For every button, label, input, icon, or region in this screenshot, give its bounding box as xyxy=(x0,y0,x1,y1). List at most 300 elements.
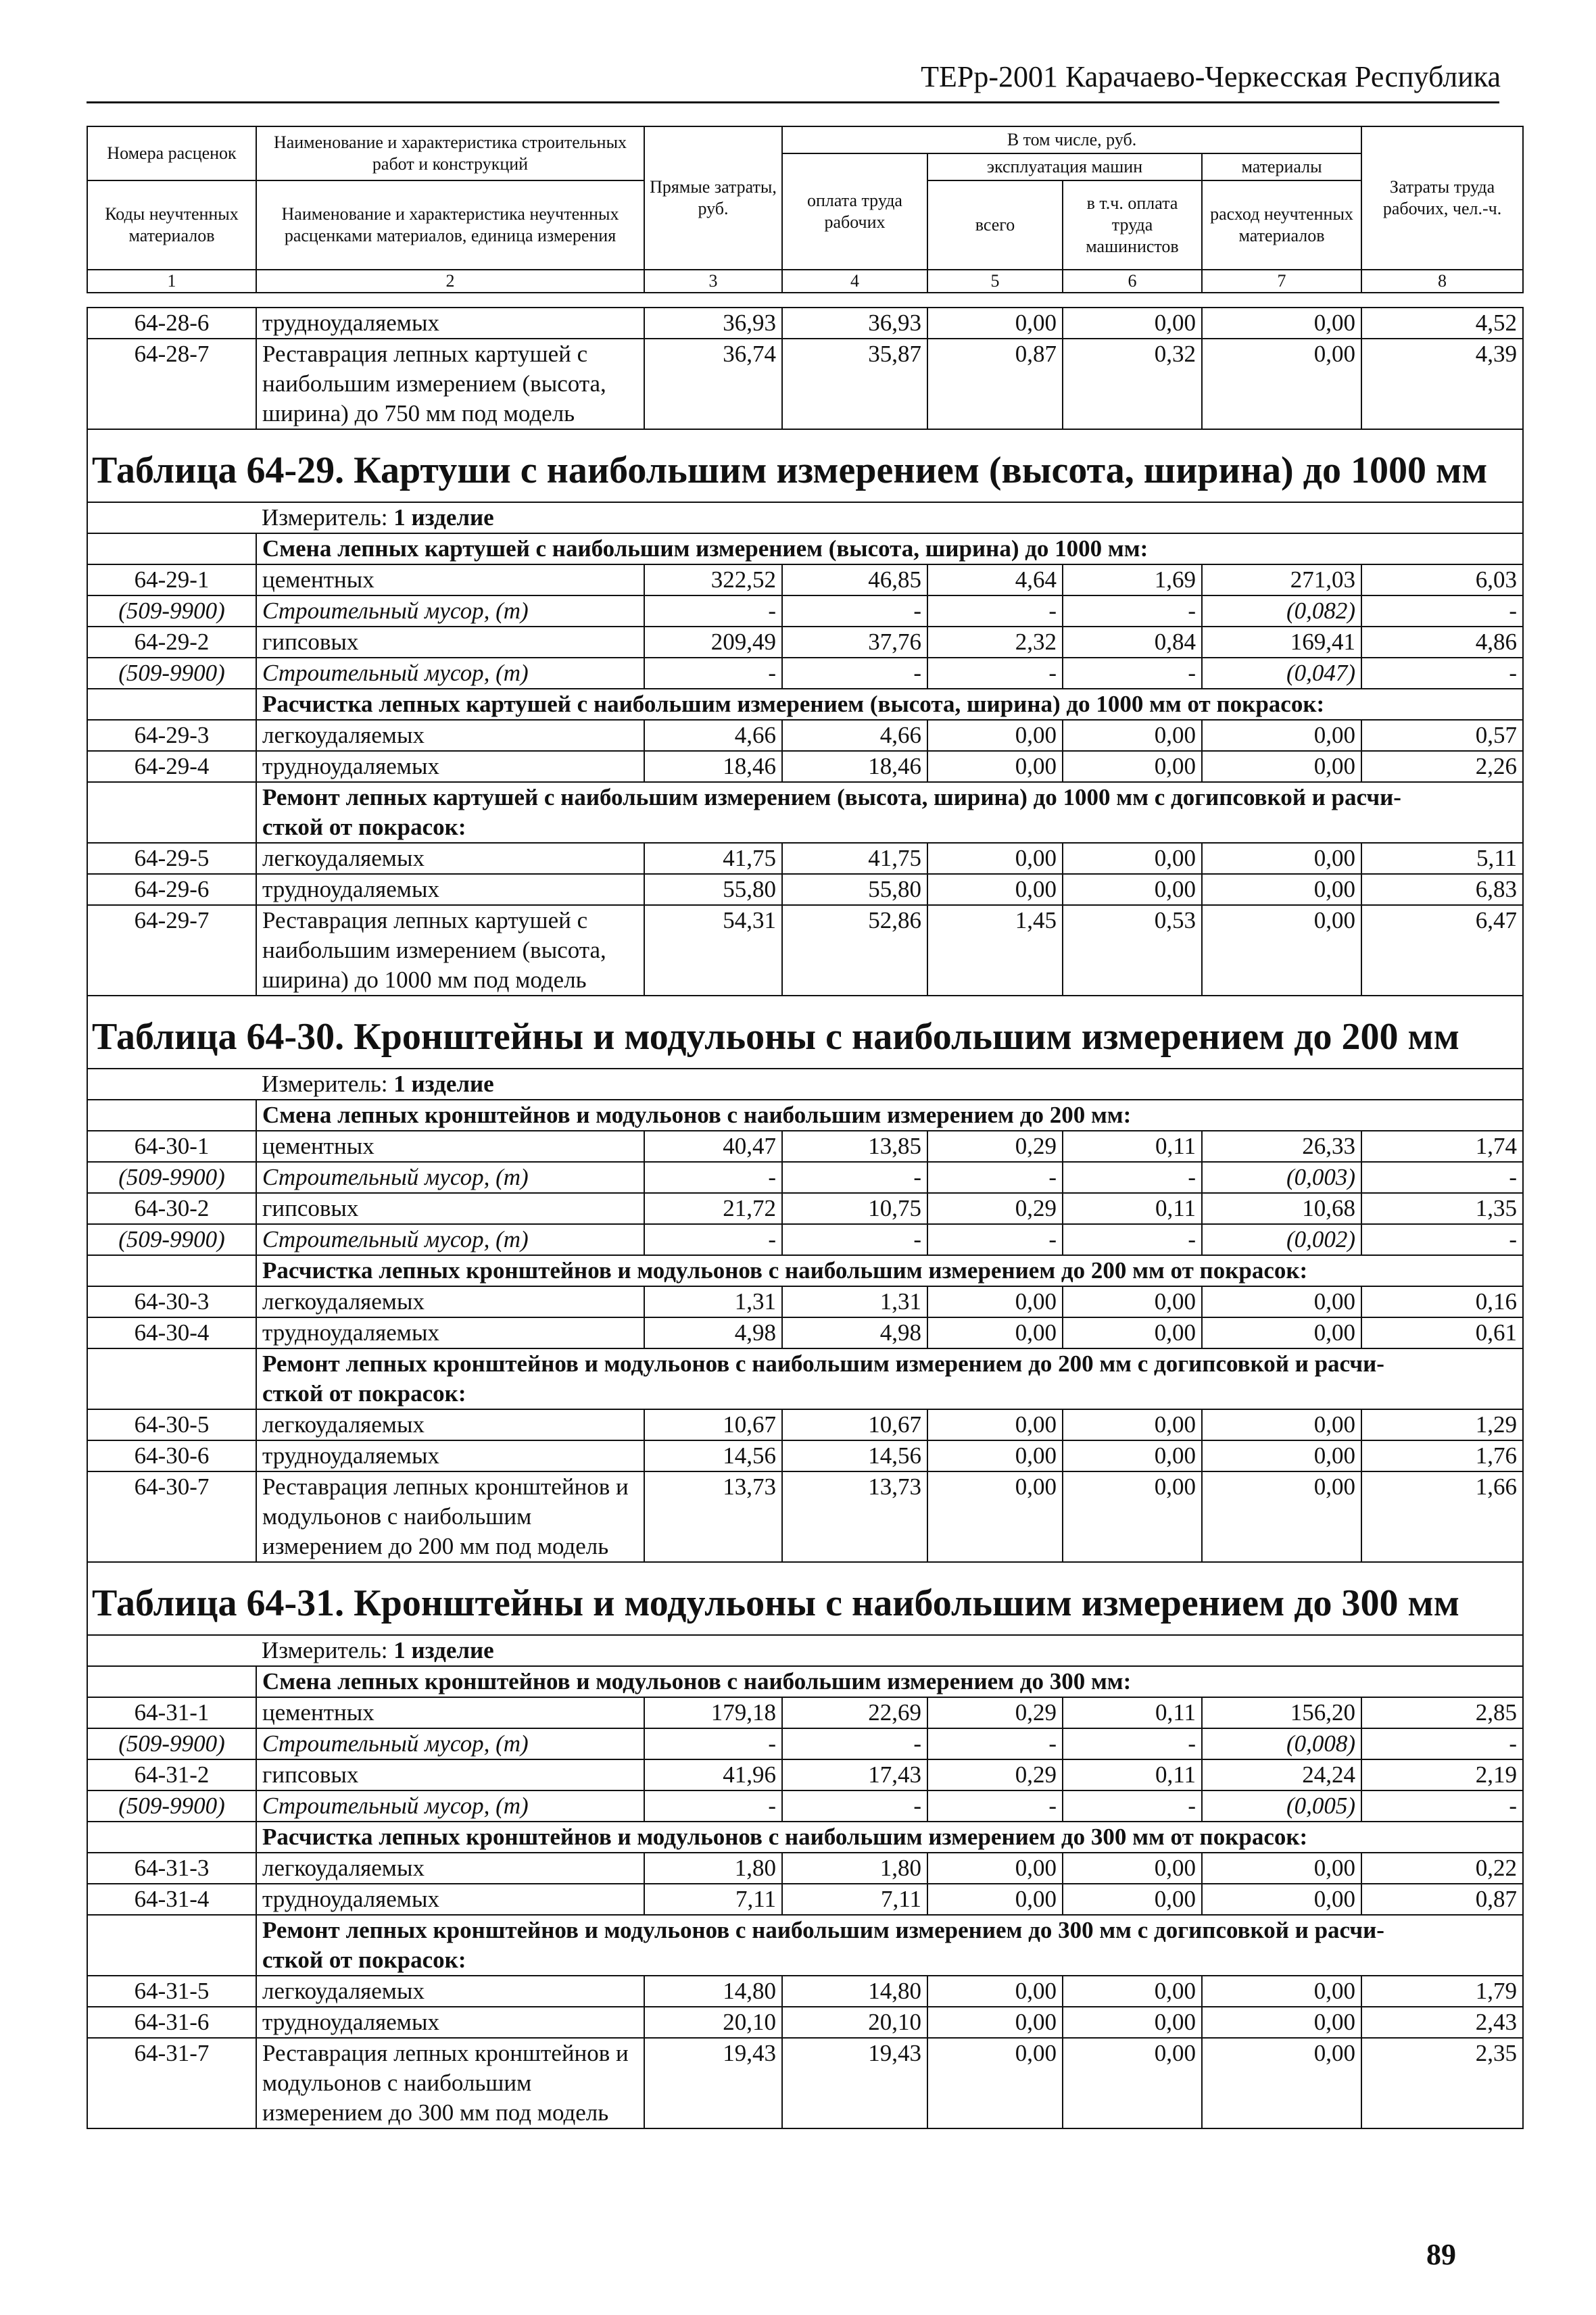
direct-costs: - xyxy=(644,1224,782,1255)
machines-total: - xyxy=(927,595,1063,627)
direct-costs: 21,72 xyxy=(644,1193,782,1224)
work-name: цементных xyxy=(256,1131,644,1162)
labor-costs: 2,19 xyxy=(1361,1759,1523,1790)
table-row xyxy=(87,1131,1523,1162)
worker-pay: - xyxy=(782,658,927,689)
worker-pay: - xyxy=(782,1162,927,1193)
rate-code: 64-31-3 xyxy=(87,1853,256,1884)
work-name: легкоудаляемых xyxy=(256,1286,644,1317)
materials: 0,00 xyxy=(1202,905,1361,996)
worker-pay: 1,31 xyxy=(782,1286,927,1317)
group-heading-line: Ремонт лепных кронштейнов и модульонов с наибольшим измерением до 200 мм с догипсовкой и расчи- xyxy=(262,1350,1384,1377)
work-name: гипсовых xyxy=(256,1193,644,1224)
materials: 0,00 xyxy=(1202,751,1361,782)
machinist-pay: - xyxy=(1063,1790,1202,1822)
direct-costs: 19,43 xyxy=(644,2038,782,2128)
material-name: Строительный мусор, (т) xyxy=(256,1790,644,1822)
table-row xyxy=(87,2038,1523,2128)
machines-total: 0,00 xyxy=(927,720,1063,751)
direct-costs: 179,18 xyxy=(644,1697,782,1728)
worker-pay: 17,43 xyxy=(782,1759,927,1790)
work-name: легкоудаляемых xyxy=(256,1976,644,2007)
header-work-name: Наименование и характеристика строительных работ и конструкций xyxy=(256,126,644,180)
work-name: трудноудаляемых xyxy=(256,874,644,905)
work-name: гипсовых xyxy=(256,1759,644,1790)
materials: 0,00 xyxy=(1202,1286,1361,1317)
group-heading: Смена лепных кронштейнов и модульонов с наибольшим измерением до 200 мм: xyxy=(256,1100,1523,1131)
column-header-table xyxy=(87,126,1524,293)
machinist-pay: - xyxy=(1063,1728,1202,1759)
header-including: В том числе, руб. xyxy=(782,126,1361,153)
materials: 271,03 xyxy=(1202,564,1361,595)
worker-pay: 14,56 xyxy=(782,1440,927,1471)
header-direct-costs: Прямые затраты, руб. xyxy=(644,126,782,270)
materials: 0,00 xyxy=(1202,843,1361,874)
worker-pay: 10,75 xyxy=(782,1193,927,1224)
machines-total: 0,29 xyxy=(927,1697,1063,1728)
group-heading-line: Ремонт лепных кронштейнов и модульонов с наибольшим измерением до 300 мм с догипсовкой и расчи- xyxy=(262,1917,1384,1943)
meter-line xyxy=(256,502,1523,533)
direct-costs: - xyxy=(644,1790,782,1822)
material-name: Строительный мусор, (т) xyxy=(256,595,644,627)
machinist-pay: 0,00 xyxy=(1063,1409,1202,1440)
direct-costs: 13,73 xyxy=(644,1471,782,1562)
table-64-31-title: Таблица 64-31. Кронштейны и модульоны с наибольшим измерением до 300 мм xyxy=(87,1562,1523,1635)
work-name: цементных xyxy=(256,1697,644,1728)
column-number: 8 xyxy=(1361,270,1523,293)
material-name: Строительный мусор, (т) xyxy=(256,1162,644,1193)
table-row xyxy=(87,1317,1523,1348)
labor-costs: 6,83 xyxy=(1361,874,1523,905)
table-row xyxy=(87,751,1523,782)
machines-total: 0,00 xyxy=(927,1976,1063,2007)
worker-pay: - xyxy=(782,595,927,627)
header-rate-numbers: Номера расценок xyxy=(87,126,256,180)
labor-costs: 2,85 xyxy=(1361,1697,1523,1728)
machines-total: 0,87 xyxy=(927,339,1063,429)
labor-costs: 0,22 xyxy=(1361,1853,1523,1884)
rate-code: 64-30-6 xyxy=(87,1440,256,1471)
header-material-codes: Коды неучтенных материалов xyxy=(87,180,256,270)
material-code: (509-9900) xyxy=(87,1790,256,1822)
rate-code: 64-31-5 xyxy=(87,1976,256,2007)
group-heading: Расчистка лепных кронштейнов и модульонов с наибольшим измерением до 300 мм от покрасок: xyxy=(256,1822,1523,1853)
materials: (0,082) xyxy=(1202,595,1361,627)
materials: 0,00 xyxy=(1202,339,1361,429)
meter-unit: 1 изделие xyxy=(393,1071,494,1097)
header-labor-costs: Затраты труда рабочих, чел.-ч. xyxy=(1361,126,1523,270)
table-row xyxy=(87,627,1523,658)
machinist-pay: 0,00 xyxy=(1063,2038,1202,2128)
materials: 24,24 xyxy=(1202,1759,1361,1790)
machines-total: 0,00 xyxy=(927,2038,1063,2128)
material-row xyxy=(87,1224,1523,1255)
machinist-pay: - xyxy=(1063,658,1202,689)
labor-costs: 1,79 xyxy=(1361,1976,1523,2007)
direct-costs: 7,11 xyxy=(644,1884,782,1915)
machinist-pay: 0,00 xyxy=(1063,1884,1202,1915)
machinist-pay: 0,00 xyxy=(1063,1976,1202,2007)
machinist-pay: 0,00 xyxy=(1063,1853,1202,1884)
direct-costs: 18,46 xyxy=(644,751,782,782)
material-row xyxy=(87,1728,1523,1759)
material-row xyxy=(87,658,1523,689)
table-row xyxy=(87,1193,1523,1224)
meter-line xyxy=(256,1635,1523,1666)
machines-total: 0,00 xyxy=(927,2007,1063,2038)
labor-costs: 5,11 xyxy=(1361,843,1523,874)
direct-costs: 20,10 xyxy=(644,2007,782,2038)
table-row xyxy=(87,1471,1523,1562)
rate-code: 64-30-3 xyxy=(87,1286,256,1317)
machines-total: 0,00 xyxy=(927,308,1063,339)
machines-total: 0,00 xyxy=(927,1440,1063,1471)
work-name: трудноудаляемых xyxy=(256,308,644,339)
work-name: трудноудаляемых xyxy=(256,1440,644,1471)
materials: 0,00 xyxy=(1202,2007,1361,2038)
header-worker-pay: оплата труда рабочих xyxy=(782,153,927,270)
machinist-pay: 0,00 xyxy=(1063,1440,1202,1471)
direct-costs: 36,93 xyxy=(644,308,782,339)
worker-pay: 14,80 xyxy=(782,1976,927,2007)
machines-total: - xyxy=(927,1162,1063,1193)
rate-code: 64-29-7 xyxy=(87,905,256,996)
machines-total: - xyxy=(927,1728,1063,1759)
work-name: Реставрация лепных кронштейнов и модульонов с наибольшим измерением до 300 мм под модель xyxy=(256,2038,644,2128)
labor-costs: 2,26 xyxy=(1361,751,1523,782)
material-row xyxy=(87,1790,1523,1822)
machinist-pay: 0,84 xyxy=(1063,627,1202,658)
machines-total: - xyxy=(927,1790,1063,1822)
table-row xyxy=(87,2007,1523,2038)
materials: 0,00 xyxy=(1202,2038,1361,2128)
worker-pay: 18,46 xyxy=(782,751,927,782)
header-material-names: Наименование и характеристика неучтенных расценками материалов, единица измерения xyxy=(256,180,644,270)
worker-pay: - xyxy=(782,1728,927,1759)
group-heading-line: сткой от покрасок: xyxy=(262,1380,466,1407)
column-number: 3 xyxy=(644,270,782,293)
worker-pay: 20,10 xyxy=(782,2007,927,2038)
table-row xyxy=(87,1759,1523,1790)
direct-costs: 54,31 xyxy=(644,905,782,996)
materials: 0,00 xyxy=(1202,1976,1361,2007)
header-machine-operation: эксплуатация машин xyxy=(927,153,1202,180)
column-number: 5 xyxy=(927,270,1063,293)
running-head: ТЕРр-2001 Карачаево-Черкесская Республика xyxy=(921,60,1501,93)
labor-costs: 4,86 xyxy=(1361,627,1523,658)
materials: (0,047) xyxy=(1202,658,1361,689)
work-name: трудноудаляемых xyxy=(256,1317,644,1348)
rate-code: 64-30-4 xyxy=(87,1317,256,1348)
labor-costs: 1,66 xyxy=(1361,1471,1523,1562)
direct-costs: 14,80 xyxy=(644,1976,782,2007)
material-code: (509-9900) xyxy=(87,658,256,689)
work-name: гипсовых xyxy=(256,627,644,658)
labor-costs: - xyxy=(1361,1162,1523,1193)
direct-costs: 10,67 xyxy=(644,1409,782,1440)
rate-code: 64-30-7 xyxy=(87,1471,256,1562)
rate-code: 64-31-1 xyxy=(87,1697,256,1728)
page-number: 89 xyxy=(1426,2238,1456,2271)
work-name: цементных xyxy=(256,564,644,595)
meter-unit: 1 изделие xyxy=(393,504,494,531)
machines-total: 0,00 xyxy=(927,843,1063,874)
material-row xyxy=(87,1162,1523,1193)
worker-pay: 37,76 xyxy=(782,627,927,658)
machinist-pay: 0,00 xyxy=(1063,720,1202,751)
machines-total: 0,00 xyxy=(927,1884,1063,1915)
work-name: Реставрация лепных кронштейнов и модульонов с наибольшим измерением до 200 мм под модель xyxy=(256,1471,644,1562)
labor-costs: 6,47 xyxy=(1361,905,1523,996)
header-machines-total: всего xyxy=(927,180,1063,270)
group-heading xyxy=(256,1348,1523,1409)
labor-costs: 0,87 xyxy=(1361,1884,1523,1915)
materials: 0,00 xyxy=(1202,1884,1361,1915)
group-heading-line: сткой от покрасок: xyxy=(262,814,466,840)
work-name: трудноудаляемых xyxy=(256,1884,644,1915)
meter-line xyxy=(256,1069,1523,1100)
machines-total: 0,29 xyxy=(927,1131,1063,1162)
machines-total: - xyxy=(927,1224,1063,1255)
labor-costs: - xyxy=(1361,1728,1523,1759)
worker-pay: 7,11 xyxy=(782,1884,927,1915)
rate-code: 64-29-6 xyxy=(87,874,256,905)
table-row xyxy=(87,720,1523,751)
machinist-pay: 0,00 xyxy=(1063,1317,1202,1348)
labor-costs: 6,03 xyxy=(1361,564,1523,595)
direct-costs: 209,49 xyxy=(644,627,782,658)
table-row xyxy=(87,1976,1523,2007)
work-name: легкоудаляемых xyxy=(256,1409,644,1440)
table-row xyxy=(87,1697,1523,1728)
direct-costs: - xyxy=(644,595,782,627)
machines-total: 0,00 xyxy=(927,874,1063,905)
meter-label: Измеритель: xyxy=(262,1637,394,1663)
machines-total: 2,32 xyxy=(927,627,1063,658)
worker-pay: 55,80 xyxy=(782,874,927,905)
labor-costs: 1,74 xyxy=(1361,1131,1523,1162)
direct-costs: - xyxy=(644,658,782,689)
machines-total: 0,00 xyxy=(927,1471,1063,1562)
machinist-pay: 0,53 xyxy=(1063,905,1202,996)
machinist-pay: 0,11 xyxy=(1063,1193,1202,1224)
worker-pay: 46,85 xyxy=(782,564,927,595)
materials: 0,00 xyxy=(1202,1409,1361,1440)
table-row xyxy=(87,339,1523,429)
rate-code: 64-31-6 xyxy=(87,2007,256,2038)
machinist-pay: 0,00 xyxy=(1063,751,1202,782)
group-heading: Расчистка лепных кронштейнов и модульонов с наибольшим измерением до 200 мм от покрасок: xyxy=(256,1255,1523,1286)
materials: 0,00 xyxy=(1202,1317,1361,1348)
materials: (0,005) xyxy=(1202,1790,1361,1822)
machinist-pay: - xyxy=(1063,1224,1202,1255)
machines-total: 0,00 xyxy=(927,1286,1063,1317)
machinist-pay: 0,11 xyxy=(1063,1131,1202,1162)
meter-unit: 1 изделие xyxy=(393,1637,494,1663)
rate-code: 64-30-1 xyxy=(87,1131,256,1162)
machinist-pay: 0,11 xyxy=(1063,1759,1202,1790)
work-name: трудноудаляемых xyxy=(256,2007,644,2038)
machinist-pay: - xyxy=(1063,1162,1202,1193)
direct-costs: 4,98 xyxy=(644,1317,782,1348)
header-machinist-pay: в т.ч. оплата труда машинистов xyxy=(1063,180,1202,270)
group-heading xyxy=(256,1915,1523,1976)
meter-label: Измеритель: xyxy=(262,1071,394,1097)
machinist-pay: 0,00 xyxy=(1063,1286,1202,1317)
material-name: Строительный мусор, (т) xyxy=(256,658,644,689)
rate-code: 64-31-2 xyxy=(87,1759,256,1790)
table-64-30-title: Таблица 64-30. Кронштейны и модульоны с наибольшим измерением до 200 мм xyxy=(87,996,1523,1069)
table-row xyxy=(87,874,1523,905)
table-row xyxy=(87,843,1523,874)
labor-costs: 0,57 xyxy=(1361,720,1523,751)
table-row xyxy=(87,1884,1523,1915)
work-name: Реставрация лепных картушей с наибольшим измерением (высота, ширина) до 750 мм под модель xyxy=(256,339,644,429)
materials: 0,00 xyxy=(1202,1853,1361,1884)
materials: 0,00 xyxy=(1202,1440,1361,1471)
labor-costs: - xyxy=(1361,595,1523,627)
materials: 0,00 xyxy=(1202,720,1361,751)
column-number: 1 xyxy=(87,270,256,293)
worker-pay: 13,85 xyxy=(782,1131,927,1162)
materials: (0,002) xyxy=(1202,1224,1361,1255)
labor-costs: 0,16 xyxy=(1361,1286,1523,1317)
machinist-pay: 0,00 xyxy=(1063,874,1202,905)
column-number: 6 xyxy=(1063,270,1202,293)
labor-costs: 1,35 xyxy=(1361,1193,1523,1224)
worker-pay: 52,86 xyxy=(782,905,927,996)
table-row xyxy=(87,1409,1523,1440)
direct-costs: 14,56 xyxy=(644,1440,782,1471)
group-heading-line: Ремонт лепных картушей с наибольшим измерением (высота, ширина) до 1000 мм с догипсовкой и расчи- xyxy=(262,784,1401,810)
labor-costs: 4,52 xyxy=(1361,308,1523,339)
materials: 0,00 xyxy=(1202,308,1361,339)
direct-costs: 1,31 xyxy=(644,1286,782,1317)
table-row xyxy=(87,1853,1523,1884)
work-name: трудноудаляемых xyxy=(256,751,644,782)
group-heading: Расчистка лепных картушей с наибольшим измерением (высота, ширина) до 1000 мм от покрасок: xyxy=(256,689,1523,720)
rate-code: 64-29-3 xyxy=(87,720,256,751)
machinist-pay: 0,00 xyxy=(1063,843,1202,874)
table-row xyxy=(87,564,1523,595)
materials: (0,003) xyxy=(1202,1162,1361,1193)
work-name: легкоудаляемых xyxy=(256,1853,644,1884)
direct-costs: 41,75 xyxy=(644,843,782,874)
rate-code: 64-31-4 xyxy=(87,1884,256,1915)
worker-pay: - xyxy=(782,1790,927,1822)
group-heading: Смена лепных картушей с наибольшим измерением (высота, ширина) до 1000 мм: xyxy=(256,533,1523,564)
labor-costs: 1,76 xyxy=(1361,1440,1523,1471)
direct-costs: - xyxy=(644,1162,782,1193)
rate-code: 64-30-5 xyxy=(87,1409,256,1440)
materials: 156,20 xyxy=(1202,1697,1361,1728)
machinist-pay: 0,32 xyxy=(1063,339,1202,429)
machines-total: 0,00 xyxy=(927,751,1063,782)
materials: 0,00 xyxy=(1202,874,1361,905)
worker-pay: 19,43 xyxy=(782,2038,927,2128)
work-name: легкоудаляемых xyxy=(256,843,644,874)
rate-code: 64-29-2 xyxy=(87,627,256,658)
worker-pay: 35,87 xyxy=(782,339,927,429)
direct-costs: 40,47 xyxy=(644,1131,782,1162)
labor-costs: 4,39 xyxy=(1361,339,1523,429)
rate-code: 64-28-7 xyxy=(87,339,256,429)
material-code: (509-9900) xyxy=(87,1224,256,1255)
machines-total: 0,29 xyxy=(927,1193,1063,1224)
direct-costs: 1,80 xyxy=(644,1853,782,1884)
machines-total: 4,64 xyxy=(927,564,1063,595)
materials: 169,41 xyxy=(1202,627,1361,658)
worker-pay: 13,73 xyxy=(782,1471,927,1562)
material-code: (509-9900) xyxy=(87,595,256,627)
table-row xyxy=(87,905,1523,996)
machinist-pay: - xyxy=(1063,595,1202,627)
header-materials: материалы xyxy=(1202,153,1361,180)
labor-costs: - xyxy=(1361,658,1523,689)
rate-code: 64-30-2 xyxy=(87,1193,256,1224)
worker-pay: 1,80 xyxy=(782,1853,927,1884)
labor-costs: - xyxy=(1361,1790,1523,1822)
machines-total: 0,29 xyxy=(927,1759,1063,1790)
worker-pay: 10,67 xyxy=(782,1409,927,1440)
table-row xyxy=(87,308,1523,339)
machinist-pay: 0,00 xyxy=(1063,2007,1202,2038)
machines-total: - xyxy=(927,658,1063,689)
labor-costs: - xyxy=(1361,1224,1523,1255)
machinist-pay: 0,00 xyxy=(1063,308,1202,339)
materials: 26,33 xyxy=(1202,1131,1361,1162)
worker-pay: 4,66 xyxy=(782,720,927,751)
column-number: 2 xyxy=(256,270,644,293)
material-row xyxy=(87,595,1523,627)
rate-code: 64-29-1 xyxy=(87,564,256,595)
group-heading xyxy=(256,782,1523,843)
table-row xyxy=(87,1286,1523,1317)
material-name: Строительный мусор, (т) xyxy=(256,1728,644,1759)
direct-costs: 4,66 xyxy=(644,720,782,751)
worker-pay: - xyxy=(782,1224,927,1255)
machines-total: 1,45 xyxy=(927,905,1063,996)
direct-costs: - xyxy=(644,1728,782,1759)
labor-costs: 2,43 xyxy=(1361,2007,1523,2038)
direct-costs: 55,80 xyxy=(644,874,782,905)
labor-costs: 2,35 xyxy=(1361,2038,1523,2128)
direct-costs: 41,96 xyxy=(644,1759,782,1790)
machines-total: 0,00 xyxy=(927,1853,1063,1884)
materials: 0,00 xyxy=(1202,1471,1361,1562)
material-code: (509-9900) xyxy=(87,1162,256,1193)
worker-pay: 36,93 xyxy=(782,308,927,339)
direct-costs: 36,74 xyxy=(644,339,782,429)
direct-costs: 322,52 xyxy=(644,564,782,595)
header-rule xyxy=(87,101,1499,103)
rates-table xyxy=(87,307,1524,2129)
machinist-pay: 0,11 xyxy=(1063,1697,1202,1728)
rate-code: 64-29-4 xyxy=(87,751,256,782)
column-number: 4 xyxy=(782,270,927,293)
rate-code: 64-28-6 xyxy=(87,308,256,339)
work-name: Реставрация лепных картушей с наибольшим измерением (высота, ширина) до 1000 мм под модель xyxy=(256,905,644,996)
column-number: 7 xyxy=(1202,270,1361,293)
machinist-pay: 0,00 xyxy=(1063,1471,1202,1562)
labor-costs: 1,29 xyxy=(1361,1409,1523,1440)
machinist-pay: 1,69 xyxy=(1063,564,1202,595)
labor-costs: 0,61 xyxy=(1361,1317,1523,1348)
work-name: легкоудаляемых xyxy=(256,720,644,751)
group-heading-line: сткой от покрасок: xyxy=(262,1947,466,1973)
meter-label: Измеритель: xyxy=(262,504,394,531)
rate-code: 64-29-5 xyxy=(87,843,256,874)
